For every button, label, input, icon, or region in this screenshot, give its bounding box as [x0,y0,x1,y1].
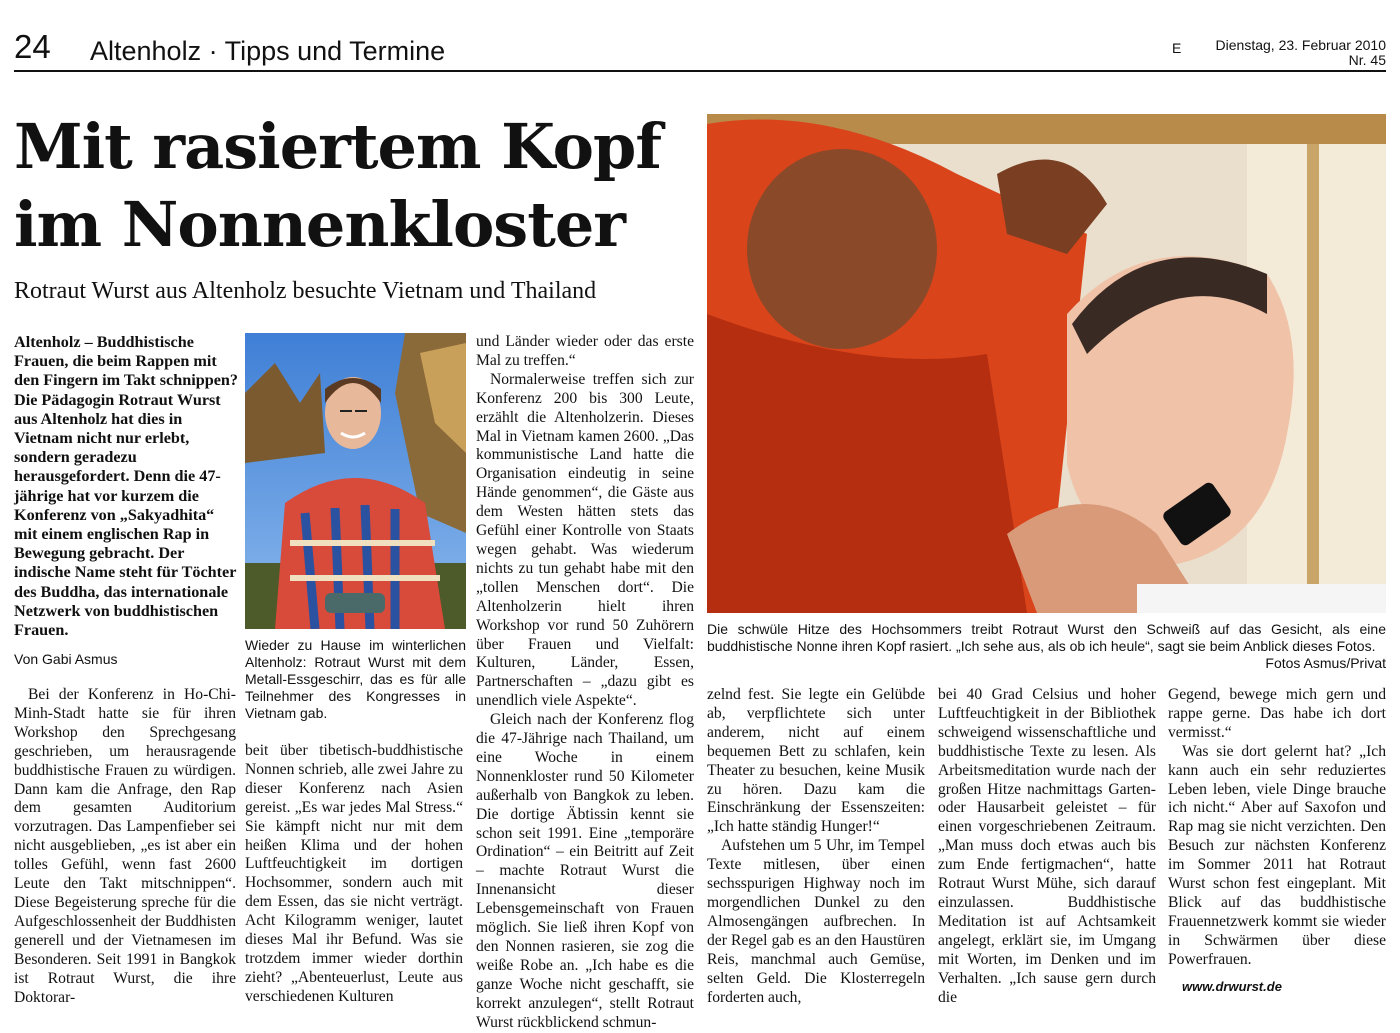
page-number: 24 [14,28,51,65]
body-column-5 [938,686,1156,1007]
body-paragraph: Gleich nach der Konferenz flog die 47-Jährige nach Thailand, um eine Woche in einem Nonnenkloster rund 50 Kilometer außerhalb von Bangkok zu leben. Die dortige Äbtissin kennt sie schon seit 1991. Eine „temporäre Ordination“ – ein Beitritt auf Zeit – machte Rotraut Wurst die Innenansicht dieser Lebensgemeinschaft von Frauen möglich. Sie ließ ihren Kopf von den Nonnen rasieren, sie zog die weiße Robe an. „Ich habe es die ganze Woche nicht geschafft, sie korrekt anzulegen“, stellt Rotraut Wurst rückblickend schmun- [476,711,694,1031]
byline: Von Gabi Asmus [14,651,118,667]
head-shaving-photo [707,114,1386,613]
body-column-4 [707,686,925,1007]
body-column-2 [245,742,463,1007]
issue-number: Nr. 45 [1348,52,1386,68]
subheadline: Rotraut Wurst aus Altenholz besuchte Vietnam und Thailand [14,278,597,304]
edition-marker: E [1172,40,1182,56]
issue-date-block [1216,38,1386,68]
body-paragraph: bei 40 Grad Celsius und hoher Luftfeuchtigkeit in der Bibliothek schweigend wissenschaftliche und buddhistische Texte zu lesen. Als Arbeitsmeditation wurde nach der großen Hitze nachmittags Garten- oder Hausarbeit geleistet – für einen vorgeschriebenen Zeitraum. „Man muss doch etwas auch bis zum Ende fertigmachen“, hatte Rotraut Wurst Mühe, sich darauf einzulassen. Buddhistische Meditation ist auf Achtsamkeit angelegt, erklärt sie, im Umgang mit Worten, im Denken und im Verhalten. „Ich sause gern durch die [938,686,1156,1006]
issue-date: Dienstag, 23. Februar 2010 [1215,37,1386,53]
headline-line-2: im Nonnenkloster [14,188,625,261]
portrait-caption: Wieder zu Hause im winterlichen Altenholz: Rotraut Wurst mit dem Metall-Essgeschirr, das es für alle Teilnehmer des Kongresses in Vietnam gab. [245,637,466,721]
body-paragraph: beit über tibetisch-buddhistische Nonnen schrieb, alle zwei Jahre zu dieser Konferenz nach Asien gereist. „Es war jedes Mal Stress.“ Sie kämpft nicht nur mit dem heißen Klima und der hohen Luftfeuchtigkeit im dortigen Hochsommer, sondern auch mit dem Essen, das sie nicht verträgt. Acht Kilogramm weniger, lautet dieses Mal ihr Befund. Was sie trotzdem immer wieder dorthin zieht? „Abenteuerlust, Leute aus verschiedenen Kulturen [245,742,463,1005]
body-paragraph: Normalerweise treffen sich zur Konferenz 200 bis 300 Leute, erzählt die Altenholzerin. Dieses Mal in Vietnam kamen 2600. „Das kommunistische Land hatte die Organisation eindeutig in seine Hände genommen“, die Gäste aus dem Westen hätten stets das Gefühl einer Kontrolle von Staats wegen gehabt. Was wiederum nichts zu tun gehabt habe mit den „tollen Menschen dort“. Die Altenholzerin hielt ihren Workshop vor rund 50 Zuhörern über Frauen und Vielfalt: Kulturen, Länder, Essen, Partnerschaften – „dazu gibt es unendlich viele Aspekte“. [476,370,694,710]
headline [14,108,704,264]
body-column-3 [476,333,694,1033]
body-paragraph: und Länder wieder oder das erste Mal zu treffen.“ [476,333,694,369]
shaving-photo-caption: Die schwüle Hitze des Hochsommers treibt Rotraut Wurst den Schweiß auf das Gesicht, als eine buddhistische Nonne ihren Kopf rasiert. „Ich sehe aus, als ob ich heule“, sagt sie beim Anblick dieses Fotos. [707,621,1386,654]
header-rule [14,70,1386,72]
photo-credit: Fotos Asmus/Privat [1265,655,1386,671]
body-paragraph: Bei der Konferenz in Ho-Chi-Minh-Stadt hatte sie für ihren Workshop den Sprechgesang geschrieben, um herausragende buddhistische Frauen zu würdigen. Dann kam die Anfrage, den Rap dem gesamten Auditorium vorzutragen. Das Lampenfieber sei nicht ausgeblieben, „es ist aber ein tolles Gefühl, wenn fast 2600 Leute den Takt mitschnippen“. Diese Begeisterung spreche für die Aufgeschlossenheit der Buddhisten generell und der Vietnamesen im Besonderen. Seit 1991 in Bangkok ist Rotraut Wurst, die ihre Doktorar- [14,686,236,1006]
body-paragraph: Gegend, bewege mich gern und rappe gerne. Das habe ich dort vermisst.“ [1168,686,1386,741]
headline-line-1: Mit rasiertem Kopf [14,110,661,183]
body-paragraph: Was sie dort gelernt hat? „Ich kann auch ein sehr reduziertes Leben leben, viele Dinge brauche ich nicht.“ Aber auf Saxofon und Rap mag sie nicht verzichten. Den Besuch zur nächsten Konferenz im Sommer 2011 hat Rotraut Wurst schon fest eingeplant. Mit Blick auf das buddhistische Frauennetzwerk kommt sie wieder in Schwärmen über diese Powerfrauen. [1168,742,1386,968]
body-paragraph: zelnd fest. Sie legte ein Gelübde ab, verpflichtete sich unter anderem, nicht auf einem bequemen Bett zu schlafen, kein Theater zu besuchen, keine Musik zu hören. Dazu kam die Einschränkung der Essenszeiten: „Ich hatte ständig Hunger!“ [707,686,925,836]
body-column-1 [14,686,236,1007]
portrait-photo [245,333,466,629]
body-paragraph: Aufstehen um 5 Uhr, im Tempel Texte mitlesen, über einen sechsspurigen Highway noch im morgendlichen Dunkel zu den Almosengängen aufbrechen. In der Regel gab es an den Haustüren Reis, manchmal auch Gemüse, selten Geld. Die Klosterregeln forderten auch, [707,837,925,1006]
lead-paragraph: Altenholz – Buddhistische Frauen, die beim Rappen mit den Fingern im Takt schnippen? Die Pädagogin Rotraut Wurst aus Altenholz hat dies in Vietnam nicht nur erlebt, sondern geradezu herausgefordert. Denn die 47-jährige hat vor kurzem die Konferenz von „Sakyadhita“ mit einem englischen Rap in Bewegung gebracht. Der indische Name steht für Töchter des Buddha, das internationale Netzwerk von buddhistischen Frauen. [14,333,238,640]
body-column-6 [1168,686,1386,970]
section-title: Altenholz · Tipps und Termine [90,36,446,66]
website-link[interactable]: www.drwurst.de [1182,979,1282,994]
